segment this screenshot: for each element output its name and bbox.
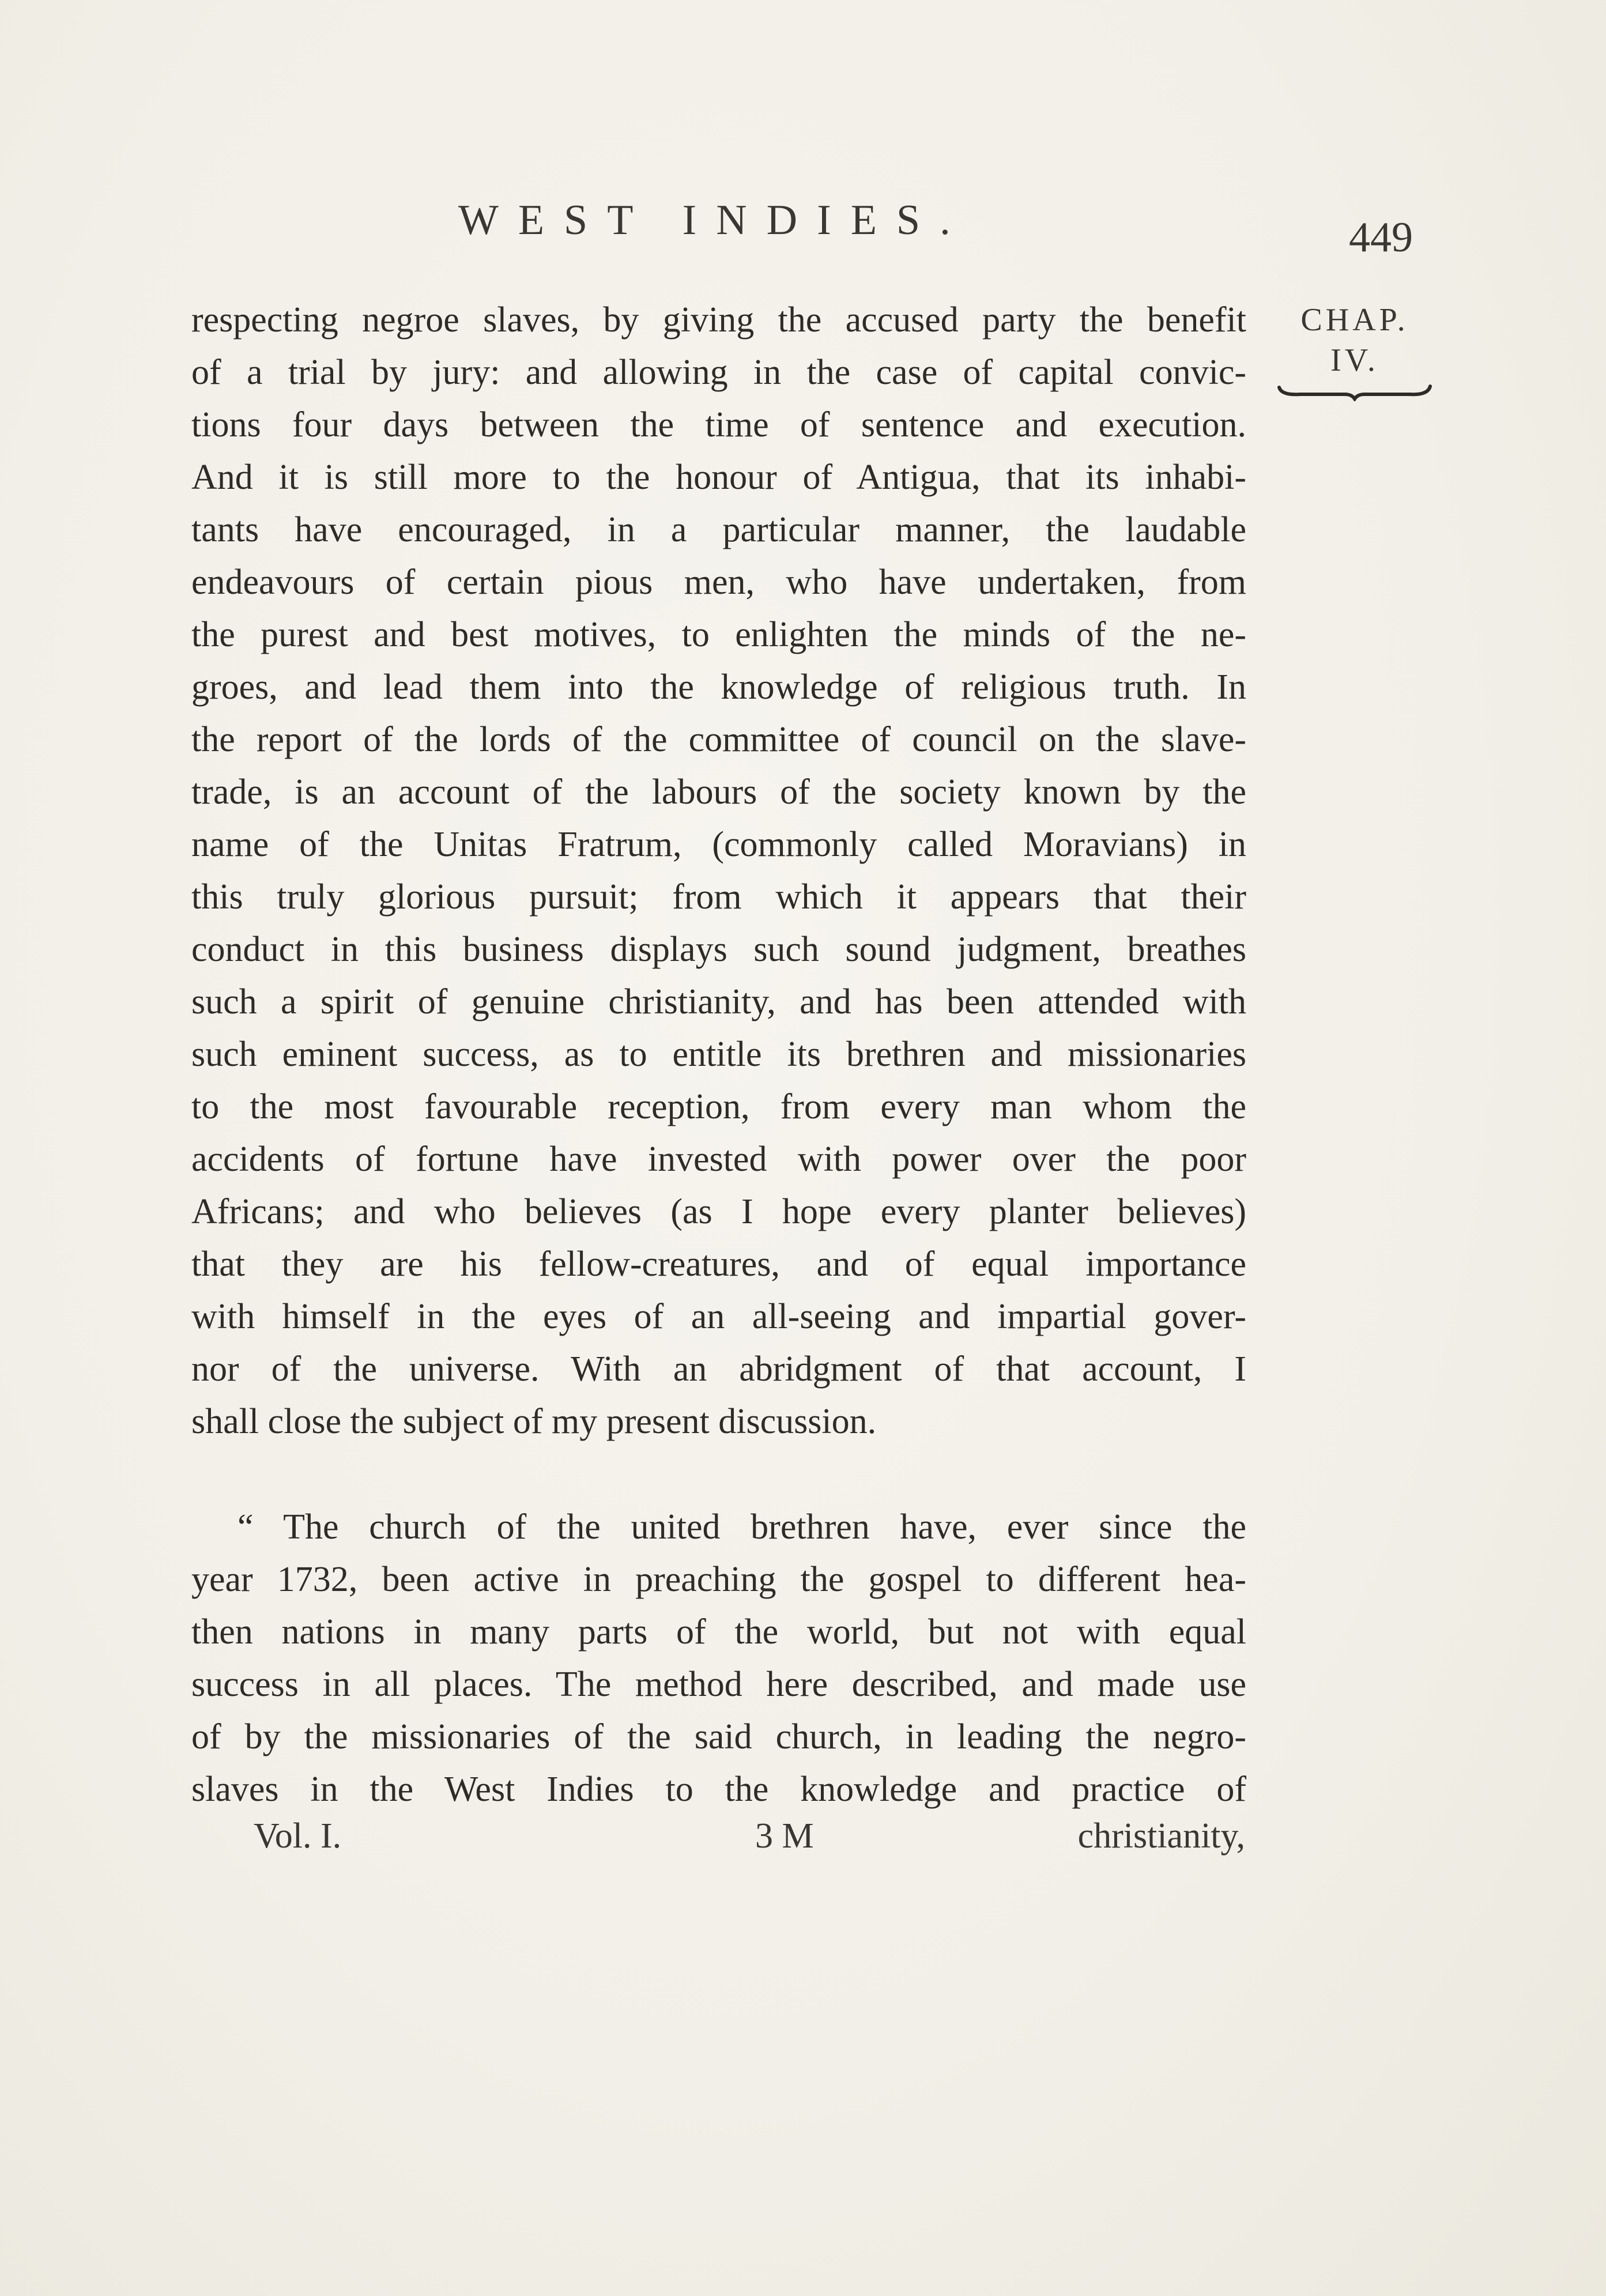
text-line: endeavours of certain pious men, who have undertaken, from <box>191 563 1246 602</box>
text-line: respecting negroe slaves, by giving the accused party the benefit <box>191 300 1246 340</box>
text-line: And it is still more to the honour of Antigua, that its inhabi- <box>191 458 1246 497</box>
text-line: of by the missionaries of the said church, in leading the negro- <box>191 1717 1246 1756</box>
text-line: with himself in the eyes of an all-seeing and impartial gover- <box>191 1297 1246 1336</box>
text-line: name of the Unitas Fratrum, (commonly called Moravians) in <box>191 825 1246 864</box>
signature-mark: 3 M <box>755 1816 814 1856</box>
running-head: WEST INDIES. <box>458 197 970 244</box>
text-line: the report of the lords of the committee of council on the slave- <box>191 720 1246 759</box>
text-line: such a spirit of genuine christianity, and has been attended with <box>191 982 1246 1021</box>
text-line: that they are his fellow-creatures, and of equal importance <box>191 1245 1246 1284</box>
paragraph-2 <box>191 1501 1246 1816</box>
text-line: this truly glorious pursuit; from which it appears that their <box>191 877 1246 917</box>
body-text <box>191 294 1246 1816</box>
text-line: the purest and best motives, to enlighten the minds of the ne- <box>191 615 1246 654</box>
text-line: then nations in many parts of the world, but not with equal <box>191 1612 1246 1652</box>
text-line: success in all places. The method here described, and made use <box>191 1665 1246 1704</box>
text-line: of a trial by jury: and allowing in the case of capital convic- <box>191 353 1246 392</box>
text-line: Africans; and who believes (as I hope every planter believes) <box>191 1192 1246 1231</box>
text-line: groes, and lead them into the knowledge of religious truth. In <box>191 668 1246 707</box>
text-line: “ The church of the united brethren have, ever since the <box>237 1507 1246 1547</box>
text-line: shall close the subject of my present discussion. <box>191 1402 877 1441</box>
volume-signature: Vol. I. <box>254 1816 342 1856</box>
page-footer <box>254 1816 1245 1868</box>
curly-brace-icon <box>1277 384 1432 401</box>
text-line: tants have encouraged, in a particular manner, the laudable <box>191 510 1246 549</box>
catchword: christianity, <box>1077 1816 1245 1856</box>
page-number: 449 <box>1349 214 1413 261</box>
paragraph-1 <box>191 294 1246 1448</box>
text-line: slaves in the West Indies to the knowledge and practice of <box>191 1770 1246 1809</box>
margin-note-chapter: CHAP. <box>1300 302 1409 338</box>
text-line: to the most favourable reception, from every man whom the <box>191 1087 1246 1126</box>
text-line: year 1732, been active in preaching the gospel to different hea- <box>191 1560 1246 1599</box>
text-line: accidents of fortune have invested with power over the poor <box>191 1140 1246 1179</box>
margin-note <box>1274 300 1435 401</box>
text-line: such eminent success, as to entitle its brethren and missionaries <box>191 1035 1246 1074</box>
text-line: conduct in this business displays such sound judgment, breathes <box>191 930 1246 969</box>
text-line: tions four days between the time of sentence and execution. <box>191 405 1246 444</box>
text-line: nor of the universe. With an abridgment of that account, I <box>191 1349 1246 1389</box>
text-line: trade, is an account of the labours of the society known by the <box>191 772 1246 812</box>
margin-note-number: IV. <box>1330 342 1379 378</box>
